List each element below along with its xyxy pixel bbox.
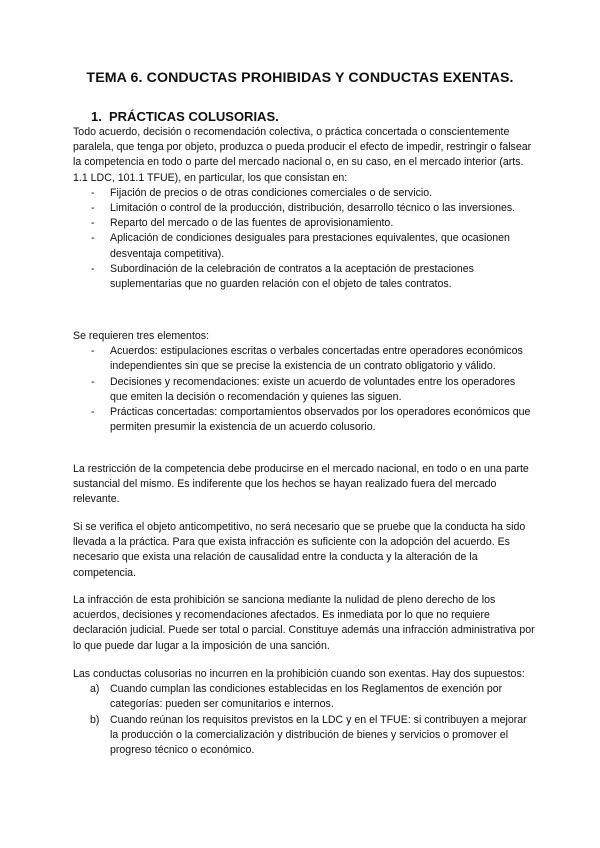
- bullet-marker: -: [91, 202, 95, 215]
- list-marker: b): [90, 713, 100, 726]
- bullet-marker: -: [91, 232, 95, 245]
- object-paragraph: Si se verifica el objeto anticompetitivo, no será necesario que se pruebe que la conducta ha sido llevada a la práctica. Para que exista infracción es suficiente con la adopción del acuerdo. Es necesario que exista una relación de causalidad entre la conducta y la alteración de la competencia.: [73, 521, 526, 579]
- elements-list: [73, 344, 535, 435]
- exempt-block: [73, 667, 535, 758]
- conducts-list: [73, 186, 535, 292]
- section-heading-text: PRÁCTICAS COLUSORIAS.: [109, 109, 279, 124]
- intro-paragraph: Todo acuerdo, decisión o recomendación colectiva, o práctica concertada o conscientemente paralela, que tenga por objeto, produzca o pueda producir el efecto de impedir, restringir o falsear la competencia en todo o parte del mercado nacional o, en su caso, en el mercado interior (arts. 1.1 LDC, 101.1 TFUE), en particular, los que consistan en:: [73, 126, 532, 184]
- list-item: - Acuerdos: estipulaciones escritas o verbales concertadas entre operadores económicos independientes sin que se precise la existencia de un contrato obligatorio y válido.: [91, 345, 523, 373]
- list-item: - Fijación de precios o de otras condiciones comerciales o de servicio.: [73, 186, 535, 201]
- bullet-marker: -: [91, 186, 95, 199]
- list-item: - Subordinación de la celebración de contratos a la aceptación de prestaciones suplementarias que no guarden relación con el objeto de tales contratos.: [91, 262, 474, 291]
- bullet-marker: -: [91, 262, 95, 275]
- exempt-list: [73, 682, 535, 758]
- list-item: - Limitación o control de la producción, distribución, desarrollo técnico o las inversiones.: [73, 201, 535, 216]
- bullet-marker: -: [91, 217, 95, 230]
- list-item: a) Cuando cumplan las condiciones establecidas en los Reglamentos de exención por categorías: pueden ser comunitarios e internos.: [90, 683, 503, 711]
- sanction-paragraph: La infracción de esta prohibición se sanciona mediante la nulidad de pleno derecho de los acuerdos, decisiones y recomendaciones afectados. Es inmediata por lo que no requiere declaración judicial. Puede ser total o parcial. Constituye además una infracción administrativa por lo que puede dar lugar a la imposición de una sanción.: [73, 594, 535, 652]
- exempt-intro: Las conductas colusorias no incurren en la prohibición cuando son exentas. Hay dos supuestos:: [73, 668, 525, 680]
- list-item: b) Cuando reúnan los requisitos previstos en la LDC y en el TFUE: si contribuyen a mejorar la producción o la comercialización y distribución de bienes y servicios o promover el progreso técnico o económico.: [90, 713, 527, 757]
- section-number: 1.: [91, 109, 102, 124]
- list-marker: a): [90, 683, 100, 696]
- bullet-marker: -: [91, 345, 95, 358]
- list-item: - Decisiones y recomendaciones: existe un acuerdo de voluntades entre los operadores que emiten la decisión o recomendación y quienes las siguen.: [91, 375, 516, 403]
- bullet-marker: -: [91, 375, 95, 388]
- list-item: - Prácticas concertadas: comportamientos observados por los operadores económicos que permiten presumir la existencia de un acuerdo colusorio.: [91, 406, 531, 434]
- section-heading: [91, 109, 279, 124]
- bullet-marker: -: [91, 406, 95, 419]
- list-item: - Reparto del mercado o de las fuentes de aprovisionamiento.: [73, 216, 535, 231]
- restriction-paragraph: La restricción de la competencia debe producirse en el mercado nacional, en todo o en una parte sustancial del mismo. Es indiferente que los hechos se hayan realizado fuera del mercado relevante.: [73, 463, 529, 506]
- elements-block: [73, 329, 535, 435]
- elements-intro: Se requieren tres elementos:: [73, 330, 210, 342]
- list-item: - Aplicación de condiciones desiguales para prestaciones equivalentes, que ocasionen desventaja competitiva).: [91, 232, 510, 260]
- document-title: TEMA 6. CONDUCTAS PROHIBIDAS Y CONDUCTAS EXENTAS.: [86, 70, 514, 86]
- intro-block: [73, 125, 535, 292]
